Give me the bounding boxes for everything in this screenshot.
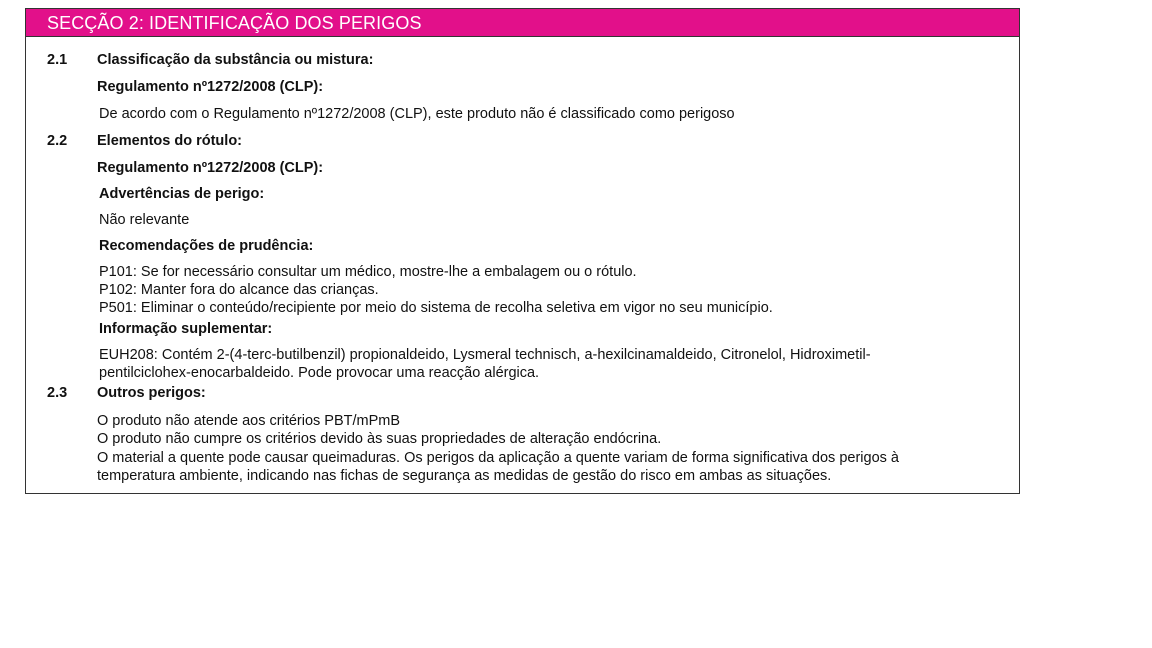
heading-classification: Classificação da substância ou mistura: (97, 52, 374, 68)
precautionary-statements-heading: Recomendações de prudência: (99, 238, 314, 254)
section-number-2-3: 2.3 (47, 385, 68, 401)
classification-text: De acordo com o Regulamento nº1272/2008 (CLP), este produto não é classificado como perigoso (99, 106, 735, 122)
heading-other-hazards: Outros perigos: (97, 385, 206, 401)
section-header (26, 9, 1019, 37)
supplementary-info-heading: Informação suplementar: (99, 321, 273, 337)
section-number-2-1: 2.1 (47, 52, 68, 68)
regulation-heading-2-1: Regulamento nº1272/2008 (CLP): (97, 79, 324, 95)
supplementary-info-line-2: pentilciclohex-enocarbaldeido. Pode provocar uma reacção alérgica. (99, 365, 540, 381)
regulation-heading-2-2: Regulamento nº1272/2008 (CLP): (97, 160, 324, 176)
precaution-p102: P102: Manter fora do alcance das crianças. (99, 282, 379, 298)
hazard-statements-text: Não relevante (99, 212, 190, 228)
section-title: SECÇÃO 2: IDENTIFICAÇÃO DOS PERIGOS (47, 13, 422, 33)
other-hazards-line-1: O produto não atende aos critérios PBT/mPmB (97, 413, 401, 429)
precaution-p101: P101: Se for necessário consultar um médico, mostre-lhe a embalagem ou o rótulo. (99, 264, 637, 280)
hazard-statements-heading: Advertências de perigo: (99, 186, 265, 202)
other-hazards-line-2: O produto não cumpre os critérios devido às suas propriedades de alteração endócrina. (97, 431, 662, 447)
heading-label-elements: Elementos do rótulo: (97, 133, 242, 149)
safety-data-sheet-section (25, 8, 1020, 494)
supplementary-info-line-1: EUH208: Contém 2-(4-terc-butilbenzil) propionaldeido, Lysmeral technisch, a-hexilcinamaldeido, Citronelol, Hidroximetil- (99, 347, 871, 363)
section-number-2-2: 2.2 (47, 133, 68, 149)
other-hazards-line-3: O material a quente pode causar queimaduras. Os perigos da aplicação a quente variam de forma significativa dos perigos à (97, 450, 899, 466)
other-hazards-line-4: temperatura ambiente, indicando nas fichas de segurança as medidas de gestão do risco em ambas as situações. (97, 468, 832, 484)
precaution-p501: P501: Eliminar o conteúdo/recipiente por meio do sistema de recolha seletiva em vigor no seu município. (99, 300, 773, 316)
